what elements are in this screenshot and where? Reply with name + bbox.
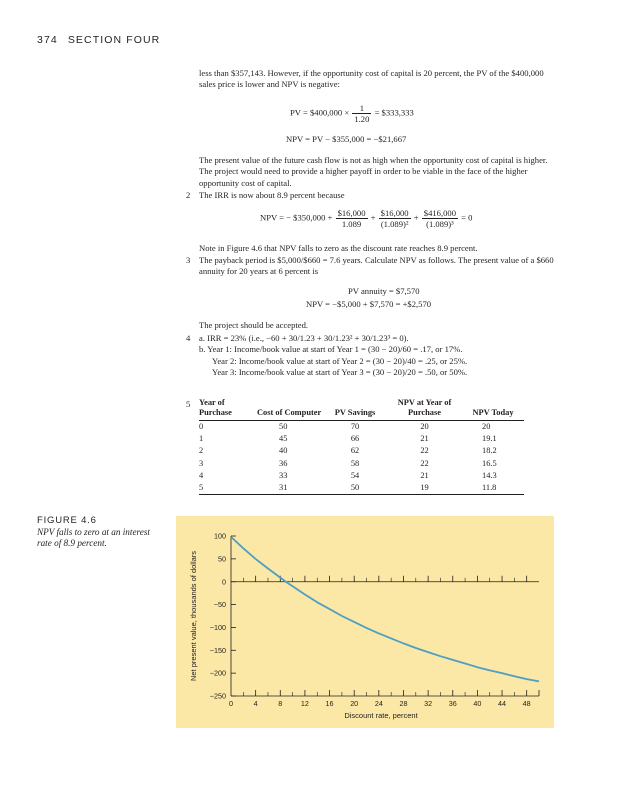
equation-irr: NPV = − $350,000 + $\frac{\$16,000}{1.089}$ + $\frac{\$16,000}{\text{(1.089)²}}$ + $\frac{\$416,000}{\text{(1.089)³}}$ = 0 bbox=[260, 208, 473, 229]
npv-table bbox=[199, 398, 524, 495]
col-header: Year of Purchase bbox=[199, 398, 257, 421]
table-cell: 50 bbox=[279, 422, 288, 431]
paragraph-1: less than $357,143. However, if the opportunity cost of capital is 20 percent, the PV of the $400,000 sales price is lower and NPV is negative: bbox=[199, 68, 544, 90]
table-cell: 14.3 bbox=[482, 470, 497, 480]
table-cell: 70 bbox=[350, 422, 360, 431]
y-tick-label: −250 bbox=[209, 691, 226, 701]
item-3-text: The payback period is $5,000/$660 = 7.6 years. Calculate NPV as follows. The present value of a $660 annuity for 20 years at 6 percent is bbox=[199, 255, 554, 277]
table-row bbox=[199, 458, 524, 470]
table-row bbox=[199, 445, 524, 457]
table-cell: 0 bbox=[199, 422, 204, 431]
npv-chart bbox=[176, 516, 554, 728]
x-tick-label: 0 bbox=[229, 699, 233, 708]
table-cell: 4 bbox=[199, 470, 204, 480]
equation-npv-1: NPV = PV − $355,000 = −$21,667 bbox=[286, 134, 407, 144]
col-header: Cost of Computer bbox=[257, 398, 323, 421]
table-cell: 33 bbox=[279, 470, 288, 480]
table-cell: 22 bbox=[420, 446, 429, 456]
table-cell: 19.1 bbox=[482, 434, 497, 444]
y-tick-label: −150 bbox=[209, 645, 226, 655]
table-cell: 50 bbox=[323, 482, 387, 495]
paragraph-2: The present value of the future cash flow is not as high when the opportunity cost of capital is higher. The project would need to provide a higher payoff in order to be viable in the face of the higher opportunity cost of capital. bbox=[199, 155, 548, 188]
fraction: $\frac{1}{1.20}$ bbox=[354, 103, 370, 124]
y-tick-label: −50 bbox=[213, 600, 226, 610]
x-tick-label: 36 bbox=[448, 699, 457, 708]
table-cell: 20 bbox=[482, 422, 491, 431]
table-row bbox=[199, 433, 524, 445]
x-tick-label: 44 bbox=[498, 699, 507, 708]
x-tick-label: 4 bbox=[253, 699, 258, 708]
table-cell: 16.5 bbox=[482, 458, 497, 468]
table-row bbox=[199, 482, 524, 495]
table-cell: 19 bbox=[387, 482, 462, 495]
col-header: PV Savings bbox=[323, 398, 387, 421]
table-cell: 2 bbox=[199, 446, 204, 456]
paragraph-4: The project should be accepted. bbox=[199, 320, 309, 330]
y-tick-label: 0 bbox=[222, 577, 226, 587]
table-cell: 18.2 bbox=[482, 446, 497, 456]
section-title: SECTION FOUR bbox=[67, 34, 161, 46]
paragraph-3: Note in Figure 4.6 that NPV falls to zero as the discount rate reaches 8.9 percent. bbox=[199, 243, 478, 253]
table-cell: 66 bbox=[350, 434, 360, 444]
item-number-3: 3 bbox=[186, 255, 191, 265]
item-number-5: 5 bbox=[186, 399, 191, 409]
table-cell: 1 bbox=[199, 434, 204, 444]
item-number-4: 4 bbox=[186, 333, 191, 343]
table-cell: 62 bbox=[350, 446, 360, 456]
y-tick-label: 100 bbox=[214, 531, 226, 541]
table-cell: 22 bbox=[420, 458, 429, 468]
table-cell: 21 bbox=[420, 434, 429, 444]
figure-caption: NPV falls to zero at an interest rate of 8.9 percent. bbox=[37, 527, 150, 548]
y-tick-label: −100 bbox=[209, 623, 226, 633]
table-cell: 36 bbox=[279, 458, 288, 468]
npv-curve bbox=[231, 537, 539, 682]
x-tick-label: 20 bbox=[350, 699, 359, 708]
x-tick-label: 32 bbox=[424, 699, 433, 708]
col-header: NPV at Year of Purchase bbox=[387, 398, 462, 421]
table-cell: 31 bbox=[257, 482, 323, 495]
table-cell: 3 bbox=[199, 458, 204, 468]
table-cell: 40 bbox=[279, 446, 288, 456]
figure-label: FIGURE 4.6 bbox=[37, 515, 97, 526]
x-tick-label: 24 bbox=[374, 699, 383, 708]
item-2-text: The IRR is now about 8.9 percent because bbox=[199, 190, 345, 200]
equation-pv: PV = $400,000 × $\frac{1}{1.20}$ = $333,333 bbox=[290, 103, 414, 124]
table-cell: 5 bbox=[199, 482, 257, 495]
x-tick-label: 12 bbox=[300, 699, 309, 708]
x-tick-label: 28 bbox=[399, 699, 408, 708]
page-header bbox=[37, 34, 160, 46]
y-tick-label: 50 bbox=[218, 554, 226, 564]
x-tick-label: 40 bbox=[473, 699, 482, 708]
x-axis-label: Discount rate, percent bbox=[344, 711, 418, 720]
table-cell: 45 bbox=[279, 434, 288, 444]
item-4-text: a. IRR = 23% (i.e., −60 + 30/1.23 + 30/1.23² + 30/1.23³ = 0). b. Year 1: Income/book value at start of Year 1 = (30 − 20)/60 = .17, or 17%. Year 2: Income/book value at start of Year 2 = (30 − 20)/40 = .25, or 25%. Year 3: Income/book value at start of Year 3 = (30 − 20)/20 = .50, or 50%. bbox=[199, 333, 468, 378]
x-tick-label: 8 bbox=[278, 699, 283, 708]
item-number-2: 2 bbox=[186, 190, 191, 200]
table-cell: 54 bbox=[350, 470, 360, 480]
table-row bbox=[199, 470, 524, 482]
chart-svg bbox=[176, 516, 554, 728]
table-cell: 58 bbox=[350, 458, 360, 468]
table-cell: 11.8 bbox=[462, 482, 524, 495]
page-number: 374 bbox=[37, 34, 58, 46]
equation-pv-annuity: PV annuity = $7,570 bbox=[348, 286, 420, 296]
x-tick-label: 48 bbox=[522, 699, 531, 708]
table-header-row bbox=[199, 398, 524, 421]
table-row bbox=[199, 421, 524, 434]
x-tick-label: 16 bbox=[325, 699, 334, 708]
table-cell: 21 bbox=[420, 470, 429, 480]
y-tick-label: −200 bbox=[209, 668, 226, 678]
equation-npv-2: NPV = −$5,000 + $7,570 = +$2,570 bbox=[306, 299, 432, 309]
y-axis-label: Net present value, thousands of dollars bbox=[189, 550, 198, 682]
table-cell: 20 bbox=[420, 422, 429, 431]
col-header: NPV Today bbox=[462, 398, 524, 421]
